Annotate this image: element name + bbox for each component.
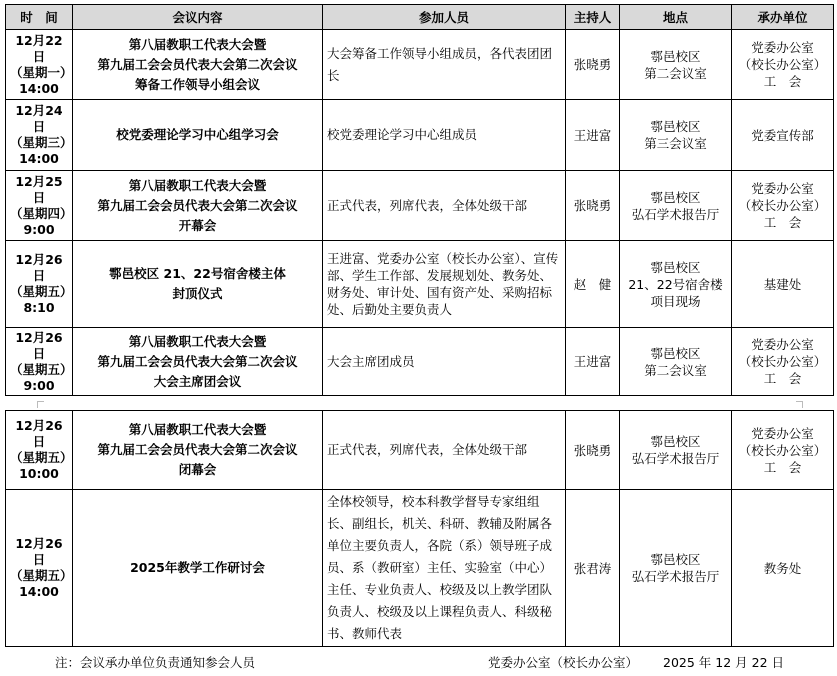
host-cell: 张君涛 <box>566 490 620 647</box>
organizer-cell: 教务处 <box>732 490 834 647</box>
header-organizer: 承办单位 <box>732 5 834 30</box>
time-cell: 12月26日 （星期五） 14:00 <box>6 490 73 647</box>
table-row <box>6 30 834 100</box>
meeting-content-cell: 鄠邑校区 21、22号宿舍楼主体 封顶仪式 <box>73 241 323 328</box>
time-cell: 12月26日 （星期五） 9:00 <box>6 328 73 396</box>
page-break-mark-left <box>37 401 44 408</box>
attendees-cell: 大会主席团成员 <box>323 328 566 396</box>
meeting-content-cell: 2025年教学工作研讨会 <box>73 490 323 647</box>
attendees-cell: 正式代表，列席代表，全体处级干部 <box>323 171 566 241</box>
time-cell: 12月26日 （星期五） 8:10 <box>6 241 73 328</box>
meeting-content-cell: 第八届教职工代表大会暨 第九届工会会员代表大会第二次会议 闭幕会 <box>73 411 323 490</box>
attendees-cell: 正式代表，列席代表，全体处级干部 <box>323 411 566 490</box>
organizer-cell: 基建处 <box>732 241 834 328</box>
table-row <box>6 490 834 647</box>
organizer-cell: 党委办公室 （校长办公室） 工 会 <box>732 171 834 241</box>
meeting-content-cell: 第八届教职工代表大会暨 第九届工会会员代表大会第二次会议 开幕会 <box>73 171 323 241</box>
location-cell: 鄠邑校区 弘石学术报告厅 <box>620 490 732 647</box>
header-time: 时 间 <box>6 5 73 30</box>
footer-note: 注：会议承办单位负责通知参会人员 <box>55 655 256 670</box>
header-attendees: 参加人员 <box>323 5 566 30</box>
schedule-table-page2 <box>5 410 834 647</box>
location-cell: 鄠邑校区 21、22号宿舍楼 项目现场 <box>620 241 732 328</box>
host-cell: 赵 健 <box>566 241 620 328</box>
meeting-content-cell: 第八届教职工代表大会暨 第九届工会会员代表大会第二次会议 筹备工作领导小组会议 <box>73 30 323 100</box>
schedule-table-page1 <box>5 4 834 396</box>
meeting-content-cell: 校党委理论学习中心组学习会 <box>73 100 323 171</box>
attendees-cell: 王进富、党委办公室（校长办公室）、宣传部、学生工作部、发展规划处、教务处、财务处、审计处、国有资产处、采购招标处、后勤处主要负责人 <box>323 241 566 328</box>
table-row <box>6 328 834 396</box>
footer-office: 党委办公室（校长办公室） <box>488 655 639 670</box>
organizer-cell: 党委宣传部 <box>732 100 834 171</box>
time-cell: 12月26日 （星期五） 10:00 <box>6 411 73 490</box>
organizer-cell: 党委办公室 （校长办公室） 工 会 <box>732 328 834 396</box>
host-cell: 王进富 <box>566 328 620 396</box>
location-cell: 鄠邑校区 第三会议室 <box>620 100 732 171</box>
attendees-cell: 全体校领导，校本科教学督导专家组组长、副组长，机关、科研、教辅及附属各单位主要负责人，各院（系）领导班子成员、系（教研室）主任、实验室（中心）主任、专业负责人、校级及以上教学团队负责人、校级及以上课程负责人、科级秘书、教师代表 <box>323 490 566 647</box>
host-cell: 张晓勇 <box>566 171 620 241</box>
header-host: 主持人 <box>566 5 620 30</box>
table-row <box>6 411 834 490</box>
organizer-cell: 党委办公室 （校长办公室） 工 会 <box>732 411 834 490</box>
location-cell: 鄠邑校区 弘石学术报告厅 <box>620 411 732 490</box>
header-row <box>6 5 834 30</box>
attendees-cell: 校党委理论学习中心组成员 <box>323 100 566 171</box>
time-cell: 12月22日 （星期一） 14:00 <box>6 30 73 100</box>
attendees-cell: 大会筹备工作领导小组成员，各代表团团长 <box>323 30 566 100</box>
header-content: 会议内容 <box>73 5 323 30</box>
meeting-content-cell: 第八届教职工代表大会暨 第九届工会会员代表大会第二次会议 大会主席团会议 <box>73 328 323 396</box>
location-cell: 鄠邑校区 弘石学术报告厅 <box>620 171 732 241</box>
footer-date: 2025 年 12 月 22 日 <box>663 655 784 670</box>
table-row <box>6 241 834 328</box>
location-cell: 鄠邑校区 第二会议室 <box>620 328 732 396</box>
host-cell: 王进富 <box>566 100 620 171</box>
header-location: 地点 <box>620 5 732 30</box>
page-break-mark-right <box>796 401 803 408</box>
time-cell: 12月24日 （星期三） 14:00 <box>6 100 73 171</box>
time-cell: 12月25日 （星期四） 9:00 <box>6 171 73 241</box>
table-row <box>6 171 834 241</box>
location-cell: 鄠邑校区 第二会议室 <box>620 30 732 100</box>
host-cell: 张晓勇 <box>566 411 620 490</box>
table-row <box>6 100 834 171</box>
organizer-cell: 党委办公室 （校长办公室） 工 会 <box>732 30 834 100</box>
host-cell: 张晓勇 <box>566 30 620 100</box>
